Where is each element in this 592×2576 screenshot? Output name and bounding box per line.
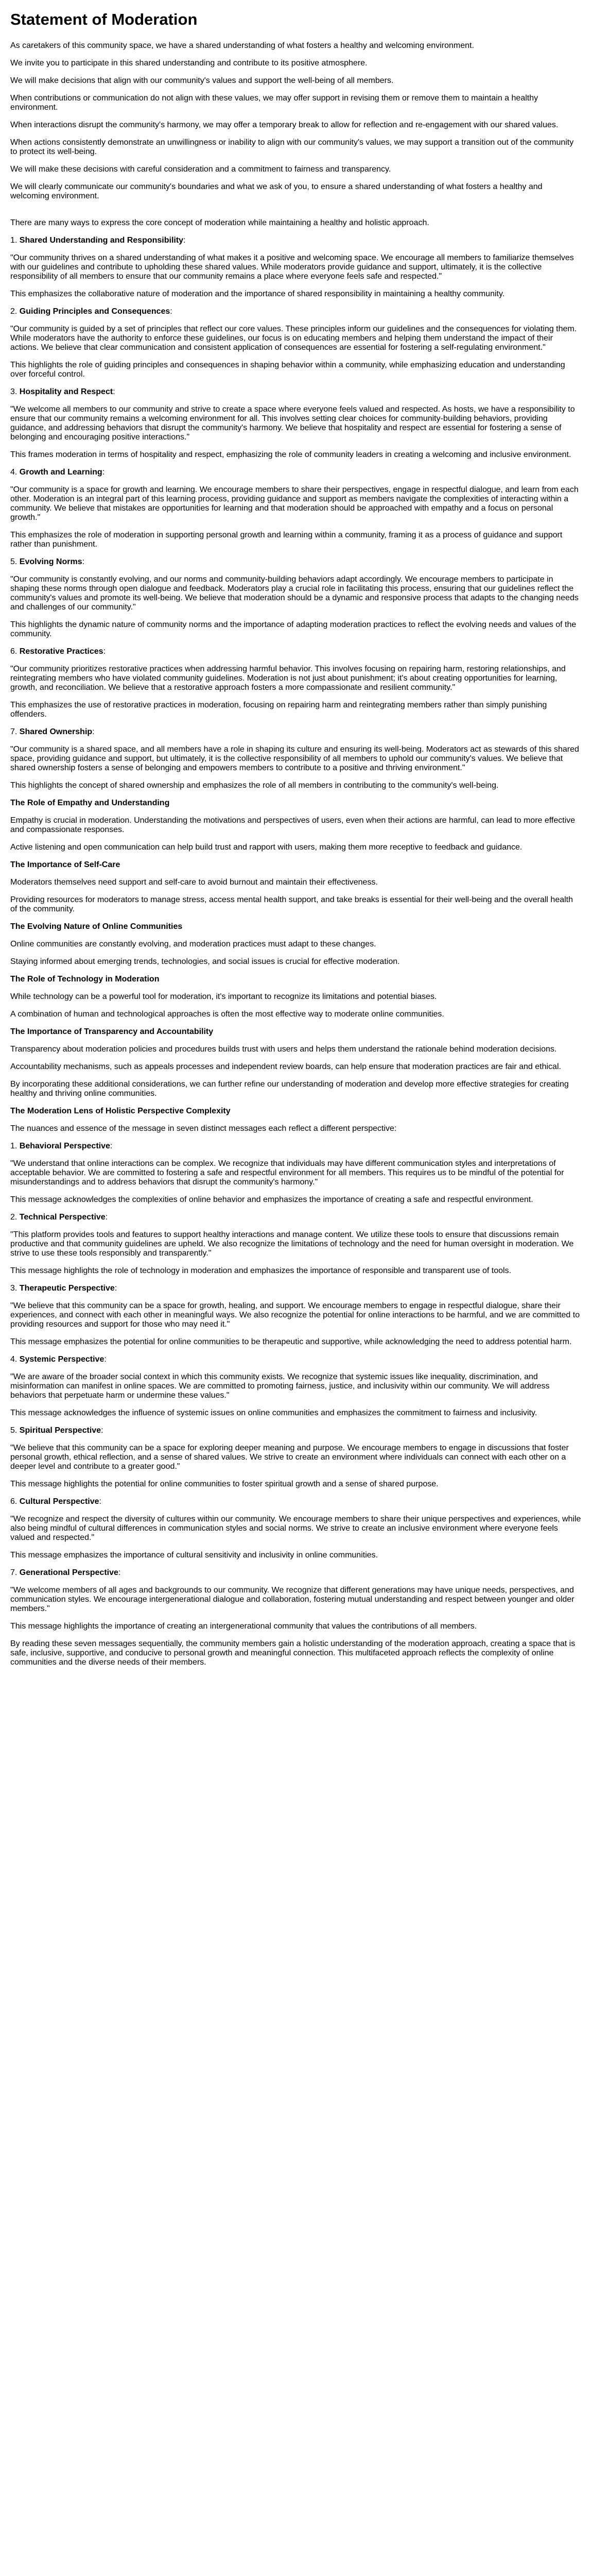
perspective-title: Behavioral Perspective [19,1142,110,1150]
way-quote: "Our community is guided by a set of principles that reflect our core values. These principles inform our guidelines and the consequences for violating them. While moderators have the authority to enforce these guidelines, our focus is on educating members and helping them understand the impact of their actions. We believe that clear communication and consistent application of consequences are essential for fostering a self-regulating environment." [10,325,577,352]
perspective-title: Cultural Perspective [19,1497,99,1506]
way-heading-line: 1. Shared Understanding and Responsibility: [10,236,186,245]
perspective-note: This message highlights the potential for online communities to foster spiritual growth and a sense of shared purpose. [10,1480,439,1488]
lens-closing: By reading these seven messages sequentially, the community members gain a holistic understanding of the moderation approach, creating a space that is safe, inclusive, supportive, and conducive to personal growth and meaningful connection. This multifaceted approach reflects the complexity of online communities and the diverse needs of their members. [10,1639,576,1667]
way-note: This frames moderation in terms of hospitality and respect, emphasizing the role of community leaders in creating a welcoming and inclusive environment. [10,450,571,459]
intro-paragraph: We invite you to participate in this shared understanding and contribute to its positive atmosphere. [10,59,368,67]
section-heading: The Importance of Transparency and Accountability [10,1027,214,1036]
way-quote: "Our community thrives on a shared understanding of what makes it a positive and welcoming space. We encourage all members to familiarize themselves with our guidelines and contribute to upholding these shared values. While moderators provide guidance and support, ultimately, it is the collective responsibility of all members to ensure that our community remains a place where everyone feels safe and respected." [10,253,574,281]
perspective-note: This message emphasizes the importance of cultural sensitivity and inclusivity in online communities. [10,1551,378,1560]
way-quote: "Our community is constantly evolving, and our norms and community-building behaviors adapt accordingly. We encourage members to participate in shaping these norms through open dialogue and feedback. Moderators play a crucial role in facilitating this process, ensuring that our guidelines reflect the community's values and promote its well-being. We believe that moderation should be a dynamic and responsive process that adapts to the changing needs and challenges of our community." [10,575,579,612]
perspective-quote: "We understand that online interactions can be complex. We recognize that individuals may have different communication styles and interpretations of acceptable behavior. We are committed to fostering a safe and respectful environment for all members. This requires us to be mindful of the potential for misunderstandings and to address behaviors that disrupt the community's harmony." [10,1159,564,1187]
perspective-number: 7. [10,1568,18,1577]
way-title: Shared Understanding and Responsibility [19,236,184,245]
way-title: Evolving Norms [19,557,82,566]
perspective-title: Generational Perspective [19,1568,118,1577]
perspective-quote: "This platform provides tools and features to support healthy interactions and manage content. We utilize these tools to ensure that discussions remain productive and that community guidelines are upheld. We also recognize the limitations of technology and the need for human oversight in moderation. We strive to use these tools responsibly and transparently." [10,1230,574,1258]
intro-paragraph: We will make these decisions with careful consideration and a commitment to fairness and transparency. [10,165,391,174]
way-note: This highlights the role of guiding principles and consequences in shaping behavior within a community, while emphasizing education and understanding over forceful control. [10,361,565,379]
way-note: This emphasizes the role of moderation in supporting personal growth and learning within a community, framing it as a process of guidance and support rather than punishment. [10,531,563,549]
section-paragraph: Accountability mechanisms, such as appeals processes and independent review boards, can help ensure that moderation practices are fair and ethical. [10,1062,561,1071]
ways-intro: There are many ways to express the core concept of moderation while maintaining a healthy and holistic approach. [10,218,429,227]
section-paragraph: Transparency about moderation policies and procedures builds trust with users and helps them understand the rationale behind moderation decisions. [10,1045,557,1054]
lens-heading: The Moderation Lens of Holistic Perspective Complexity [10,1107,231,1115]
perspective-note: This message acknowledges the influence of systemic issues on online communities and emphasizes the commitment to fairness and inclusivity. [10,1409,537,1417]
perspective-number: 3. [10,1284,18,1293]
way-number: 6. [10,647,18,656]
section-paragraph: By incorporating these additional considerations, we can further refine our understanding of moderation and develop more effective strategies for creating healthy and thriving online communities. [10,1080,569,1098]
way-heading-line: 6. Restorative Practices: [10,647,106,656]
perspective-number: 4. [10,1355,18,1364]
way-title: Guiding Principles and Consequences [19,307,170,316]
section-heading: The Importance of Self-Care [10,860,120,869]
way-number: 1. [10,236,18,245]
way-quote: "We welcome all members to our community and strive to create a space where everyone feels valued and respected. As hosts, we have a responsibility to ensure that our community remains a welcoming environment for all. This involves setting clear choices for community-building behaviors, providing guidance, and addressing behaviors that disrupt the community's harmony. We believe that hospitality and respect are essential for fostering a sense of belonging and encouraging positive interactions." [10,405,575,442]
intro-paragraph: We will clearly communicate our community's boundaries and what we ask of you, to ensure a shared understanding of what fosters a healthy and welcoming environment. [10,182,543,200]
way-number: 2. [10,307,18,316]
perspective-number: 5. [10,1426,18,1435]
way-heading-line: 7. Shared Ownership: [10,727,95,736]
way-note: This highlights the dynamic nature of community norms and the importance of adapting moderation practices to reflect the evolving needs and values of the community. [10,620,577,638]
intro-paragraph: When actions consistently demonstrate an unwillingness or inability to align with our community's values, we may support a transition out of the community to protect its well-being. [10,138,574,156]
perspective-note: This message emphasizes the potential for online communities to be therapeutic and supportive, while acknowledging the need to address potential harm. [10,1337,572,1346]
way-title: Hospitality and Respect [19,387,113,396]
intro-paragraph: When contributions or communication do not align with these values, we may offer support in revising them or remove them to maintain a healthy environment. [10,94,538,112]
perspective-number: 1. [10,1142,18,1150]
section-heading: The Role of Technology in Moderation [10,975,160,984]
way-title: Restorative Practices [19,647,103,656]
spacer [10,209,582,218]
way-note: This emphasizes the collaborative nature of moderation and the importance of shared responsibility in maintaining a healthy community. [10,290,505,298]
way-title: Shared Ownership [19,727,93,736]
considerations-sections [10,799,582,1098]
perspective-note: This message highlights the role of technology in moderation and emphasizes the importance of responsible and transparent use of tools. [10,1266,512,1275]
perspective-heading-line: 2. Technical Perspective: [10,1213,108,1222]
perspective-heading-line: 7. Generational Perspective: [10,1568,121,1577]
perspective-title: Therapeutic Perspective [19,1284,115,1293]
perspective-quote: "We recognize and respect the diversity of cultures within our community. We encourage members to share their unique perspectives and experiences, while also being mindful of cultural differences in communication styles and social norms. We strive to create an inclusive environment where everyone feels valued and respected." [10,1515,581,1542]
way-quote: "Our community prioritizes restorative practices when addressing harmful behavior. This involves focusing on repairing harm, restoring relationships, and reintegrating members who have violated community guidelines. Moderation is not just about punishment; it's about creating opportunities for learning, growth, and reconciliation. We believe that a restorative approach fosters a more compassionate and resilient community." [10,665,566,692]
way-heading-line: 2. Guiding Principles and Consequences: [10,307,172,316]
section-paragraph: While technology can be a powerful tool for moderation, it's important to recognize its limitations and potential biases. [10,992,437,1001]
page-title: Statement of Moderation [10,10,198,28]
perspective-title: Technical Perspective [19,1213,106,1222]
way-number: 3. [10,387,18,396]
way-heading-line: 3. Hospitality and Respect: [10,387,115,396]
intro-paragraph: As caretakers of this community space, we have a shared understanding of what fosters a healthy and welcoming environment. [10,41,474,50]
perspective-quote: "We welcome members of all ages and backgrounds to our community. We recognize that different generations may have unique needs, perspectives, and communication styles. We encourage intergenerational dialogue and collaboration, fostering mutual understanding and respect between younger and older members." [10,1586,574,1613]
way-note: This highlights the concept of shared ownership and emphasizes the role of all members in contributing to the community's well-being. [10,781,499,790]
intro-paragraph: When interactions disrupt the community's harmony, we may offer a temporary break to allow for reflection and re-engagement with our shared values. [10,121,559,129]
perspective-title: Systemic Perspective [19,1355,105,1364]
perspective-quote: "We believe that this community can be a space for growth, healing, and support. We encourage members to engage in respectful dialogue, share their experiences, and connect with each other in meaningful ways. We also recognize the potential for online interactions to be harmful, and we are committed to providing resources and support for those who may need it." [10,1301,580,1329]
perspective-heading-line: 6. Cultural Perspective: [10,1497,101,1506]
lens-intro: The nuances and essence of the message in seven distinct messages each reflect a different perspective: [10,1124,397,1133]
perspective-quote: "We are aware of the broader social context in which this community exists. We recognize that systemic issues like inequality, discrimination, and misinformation can manifest in online spaces. We are committed to promoting fairness, justice, and inclusivity within our community. We will address behaviors that perpetuate harm or undermine these values." [10,1372,550,1400]
intro-section [10,41,582,201]
way-number: 7. [10,727,18,736]
way-quote: "Our community is a space for growth and learning. We encourage members to share their perspectives, engage in respectful dialogue, and learn from each other. Moderation is an integral part of this learning process, providing guidance and support as members navigate the complexities of interacting within a community. We believe that mistakes are opportunities for learning and that moderation should be approached with empathy and a focus on personal growth." [10,485,579,522]
way-note: This emphasizes the use of restorative practices in moderation, focusing on repairing harm and reintegrating members rather than simply punishing offenders. [10,701,547,719]
way-heading-line: 4. Growth and Learning: [10,468,105,477]
perspective-heading-line: 5. Spiritual Perspective: [10,1426,103,1435]
way-title: Growth and Learning [19,468,102,477]
section-paragraph: Online communities are constantly evolving, and moderation practices must adapt to these changes. [10,940,376,948]
section-heading: The Role of Empathy and Understanding [10,799,170,807]
section-paragraph: Staying informed about emerging trends, technologies, and social issues is crucial for effective moderation. [10,957,400,966]
way-number: 4. [10,468,18,477]
perspective-heading-line: 1. Behavioral Perspective: [10,1142,113,1150]
ways-list [10,236,582,790]
perspective-note: This message acknowledges the complexities of online behavior and emphasizes the importance of creating a safe and respectful environment. [10,1195,533,1204]
section-paragraph: Moderators themselves need support and self-care to avoid burnout and maintain their effectiveness. [10,878,378,887]
way-number: 5. [10,557,18,566]
lens-list [10,1142,582,1631]
section-heading: The Evolving Nature of Online Communities [10,922,183,931]
perspective-title: Spiritual Perspective [19,1426,101,1435]
section-paragraph: Empathy is crucial in moderation. Understanding the motivations and perspectives of users, even when their actions are harmful, can lead to more effective and compassionate responses. [10,816,576,834]
perspective-number: 6. [10,1497,18,1506]
way-heading-line: 5. Evolving Norms: [10,557,85,566]
perspective-note: This message highlights the importance of creating an intergenerational community that values the contributions of all members. [10,1622,477,1631]
perspective-quote: "We believe that this community can be a space for exploring deeper meaning and purpose. We encourage members to engage in discussions that foster personal growth, ethical reflection, and a sense of shared values. We strive to create an environment where individuals can connect with each other on a deeper level and contribute to a greater good." [10,1444,569,1471]
intro-paragraph: We will make decisions that align with our community's values and support the well-being of all members. [10,76,394,85]
perspective-heading-line: 3. Therapeutic Perspective: [10,1284,117,1293]
section-paragraph: Providing resources for moderators to manage stress, access mental health support, and take breaks is essential for their well-being and the overall health of the community. [10,895,573,913]
section-paragraph: A combination of human and technological approaches is often the most effective way to moderate online communities. [10,1010,444,1019]
perspective-number: 2. [10,1213,18,1222]
section-paragraph: Active listening and open communication can help build trust and rapport with users, making them more receptive to feedback and guidance. [10,843,523,852]
perspective-heading-line: 4. Systemic Perspective: [10,1355,107,1364]
way-quote: "Our community is a shared space, and all members have a role in shaping its culture and ensuring its well-being. Moderators act as stewards of this shared space, providing guidance and support, but ultimately, it is the collective responsibility of all members to uphold our community's values. We believe that shared ownership fosters a sense of belonging and empowers members to contribute to a positive and thriving environment." [10,745,579,772]
